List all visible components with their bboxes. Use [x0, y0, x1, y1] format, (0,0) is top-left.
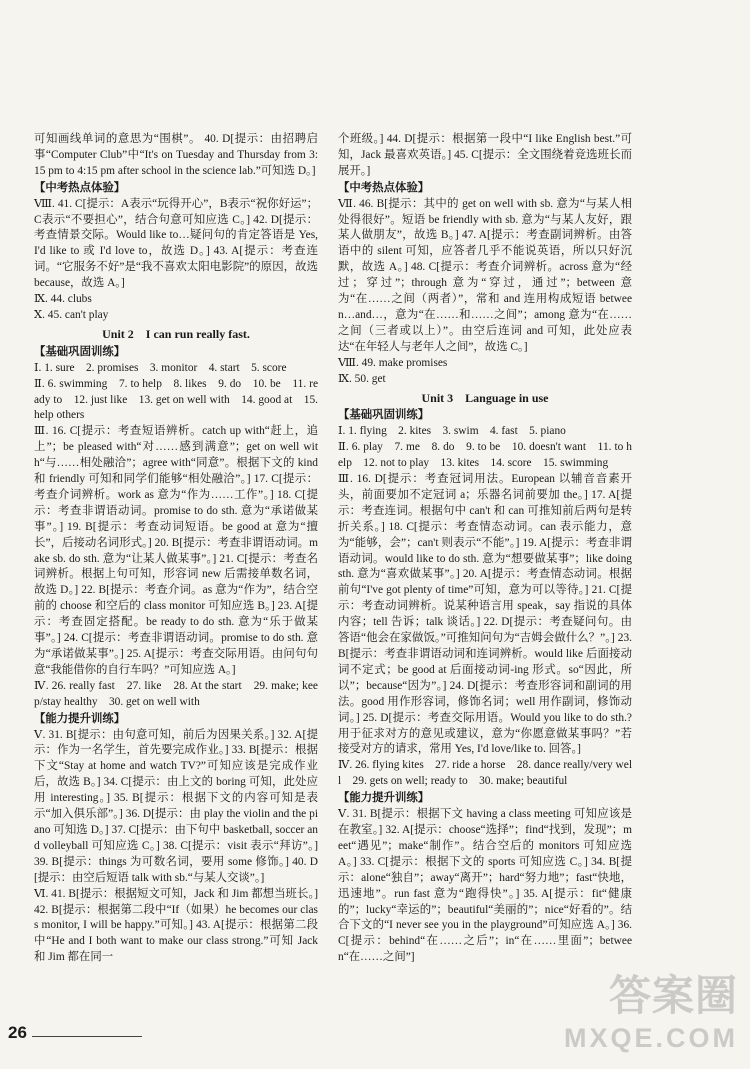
- section-heading: 【能力提升训练】: [34, 712, 126, 725]
- unit-title: Unit 2 I can run really fast.: [102, 326, 250, 341]
- answer-paragraph: Ⅵ. 41. B[提示：根据短文可知，Jack 和 Jim 都想当班长。] 42. B[提示：根据第二段中“If（如果）he becomes our class monitor, I will be happy.”可知。] 43. A[提示：根据第二段中“He and I both want to make our class strong.”可知 Jack 和 Jim 都在同一: [34, 887, 318, 964]
- answer-paragraph: Ⅶ. 46. B[提示：其中的 get on well with sb. 意为“与某人相处得很好”。短语 be friendly with sb. 意为“与某人友好，跟某人做朋友”，故选 B。] 47. A[提示：考查副词辨析。由答语中的 silent 可知，应答者几乎不能说英语，所以只好沉默，故选 A。] 48. C[提示：考查介词辨析。across 意为“经过；穿过”；through 意为“穿过，通过”；between 意为“在……之间（两者）”，常和 and 连用构成短语 between…and…，意为“在……和……之间”；among 意为“在……之间（三者或以上）”。由空后连词 and 可知，此处应表达“在年轻人与老年人之间”，故选 C。]: [338, 197, 632, 353]
- answer-paragraph: Ⅹ. 45. can't play: [34, 308, 109, 321]
- page-rule: [32, 1036, 142, 1037]
- answer-paragraph: Ⅷ. 49. make promises: [338, 356, 448, 369]
- answer-paragraph: 可知画线单词的意思为“围棋”。 40. D[提示：由招聘启事“Computer Club”中“It's on Tuesday and Thursday from 3:15 pm to 4:15 pm after school in the science lab.”可知选 D。]: [34, 133, 318, 177]
- answer-paragraph: Ⅳ. 26. really fast 27. like 28. At the start 29. make; keep/stay healthy 30. get on well with: [34, 679, 318, 708]
- answer-paragraph: 个班级。] 44. D[提示：根据第一段中“I like English best.”可知，Jack 最喜欢英语。] 45. C[提示：全文围绕着竞选班长而展开。]: [338, 133, 632, 177]
- watermark-line2: MXQE.COM: [563, 1023, 738, 1053]
- answer-paragraph: Ⅳ. 26. flying kites 27. ride a horse 28. dance really/very well 29. gets on well; ready to 30. make; beautiful: [338, 759, 632, 788]
- answer-paragraph: Ⅴ. 31. B[提示：由句意可知，前后为因果关系。] 32. A[提示：作为一名学生，首先要完成作业。] 33. B[提示：根据下文“Stay at home and watch TV?”可知应该是完成作业后，故选 B。] 34. C[提示：由上文的 boring 可知，此处应用 interesting。] 35. B[提示：根据下文的内容可知是表示“加入俱乐部”。] 36. D[提示：由 play the violin and the piano 可知选 D。] 37. C[提示：由下句中 basketball, soccer and volleyball 可知应选 C。] 38. C[提示：visit 表示“拜访”。] 39. B[提示：things 为可数名词，要用 some 修饰。] 40. D[提示：由空后短语 talk with sb.“与某人交谈”。]: [34, 728, 318, 884]
- section-heading: 【中考热点体验】: [34, 181, 126, 194]
- answer-paragraph: Ⅴ. 31. B[提示：根据下文 having a class meeting 可知应该是在教室。] 32. A[提示：choose“选择”；find“找到，发现”；meet“遇见”；make“制作”。结合空后的 monitors 可知应选 A。] 33. C[提示：根据下文的 sports 可知应选 C。] 34. B[提示：alone“独自”；away“离开”；hard“努力地”；fast“快地，迅速地”。run fast 意为“跑得快”。] 35. A[提示：fit“健康的”；lucky“幸运的”；beautiful“美丽的”；nice“好看的”。结合下文的“I never see you in the playground”可知应选 A。] 36. C[提示：behind“在……之后”；in“在……里面”；between“在……之间”]: [338, 808, 632, 964]
- answer-paragraph: Ⅰ. 1. flying 2. kites 3. swim 4. fast 5. piano: [338, 425, 566, 438]
- page-number: 26: [8, 1023, 27, 1042]
- section-heading: 【能力提升训练】: [338, 792, 430, 805]
- left-column: [34, 132, 318, 966]
- answer-paragraph: Ⅱ. 6. swimming 7. to help 8. likes 9. do 10. be 11. ready to 12. just like 13. get on well with 14. good at 15. help others: [34, 377, 318, 422]
- section-heading: 【中考热点体验】: [338, 181, 430, 194]
- section-heading: 【基础巩固训练】: [338, 409, 430, 422]
- right-column: [338, 132, 632, 966]
- watermark: [563, 972, 738, 1059]
- answer-paragraph: Ⅷ. 41. C[提示：A表示“玩得开心”，B表示“祝你好运”；C表示“不要担心”，结合句意可知应选 C。] 42. D[提示：考查情景交际。Would like to…疑问句的肯定答语是 Yes, I'd like to 或 I'd love to，故选 D。] 43. A[提示：考查连词。“它服务不好”是“我不喜欢太阳电影院”的原因，故选 because，故选 A。]: [34, 197, 318, 290]
- answer-paragraph: Ⅲ. 16. C[提示：考查短语辨析。catch up with“赶上，追上”；be pleased with“对……感到满意”；get on well with“与……相处融洽”；agree with“同意”。根据下文的 kind 和 friendly 可知和同学们能够“相处融洽”。] 17. C[提示：考查介词辨析。work as 意为“作为……工作”。] 18. C[提示：考查非谓语动词。promise to do sth. 意为“承诺做某事”。] 19. B[提示：考查动词短语。be good at 意为“擅长”，后接动名词形式。] 20. B[提示：考查非谓语动词。make sb. do sth. 意为“让某人做某事”。] 21. C[提示：考查名词辨析。根据上句可知，形容词 new 后需接单数名词，故选 D。] 22. B[提示：考查介词。as 意为“作为”，结合空前的 choose 和空后的 class monitor 可知应选 B。] 23. A[提示：考查固定搭配。be ready to do sth. 意为“乐于做某事”。] 24. C[提示：考查非谓语动词。promise to do sth. 意为“承诺做某事”。] 25. A[提示：考查交际用语。由问句句意“我能借你的自行车吗？”可知应选 A。]: [34, 425, 318, 676]
- section-heading: 【基础巩固训练】: [34, 345, 126, 358]
- answer-paragraph: Ⅸ. 50. get: [338, 372, 386, 385]
- watermark-line1: 答案圈: [608, 972, 738, 1019]
- answer-paragraph: Ⅱ. 6. play 7. me 8. do 9. to be 10. doesn't want 11. to help 12. not to play 13. kites 14. score 15. swimming: [338, 441, 632, 470]
- answer-paragraph: Ⅲ. 16. D[提示：考查冠词用法。European 以辅音音素开头，前面要加不定冠词 a；乐器名词前要加 the。] 17. A[提示：考查连词。根据句中 can't 和 can 可推知前后两句是转折关系。] 18. C[提示：考查情态动词。can 表示能力，意为“能够，会”；can't 则表示“不能”。] 19. A[提示：考查非谓语动词。would like to do sth. 意为“想要做某事”；like doing sth. 意为“喜欢做某事”。] 20. A[提示：考查情态动词。根据前句“I've got plenty of time”可知，意为可以等待。] 21. C[提示：考查动词辨析。说某种语言用 speak，say 指说的具体内容；tell 告诉；talk 谈话。] 22. D[提示：考查疑问句。由答语“他会在家做饭。”可推知问句为“吉姆会做什么？”。] 23. B[提示：考查非谓语动词和连词辨析。would like 后面接动词不定式；be good at 后面接动词-ing 形式。so“因此，所以”；because“因为”。] 24. D[提示：考查形容词和副词的用法。good 用作形容词，修饰名词；well 用作副词，修饰动词。] 25. D[提示：考查交际用语。Would you like to do sth.? 用于征求对方的意见或建议，意为“你愿意做某事吗？”若接受对方的请求，常用 Yes, I'd love/like to. 回答。]: [338, 473, 632, 756]
- answer-paragraph: Ⅸ. 44. clubs: [34, 293, 92, 306]
- answer-paragraph: Ⅰ. 1. sure 2. promises 3. monitor 4. start 5. score: [34, 361, 287, 374]
- unit-title: Unit 3 Language in use: [421, 390, 549, 405]
